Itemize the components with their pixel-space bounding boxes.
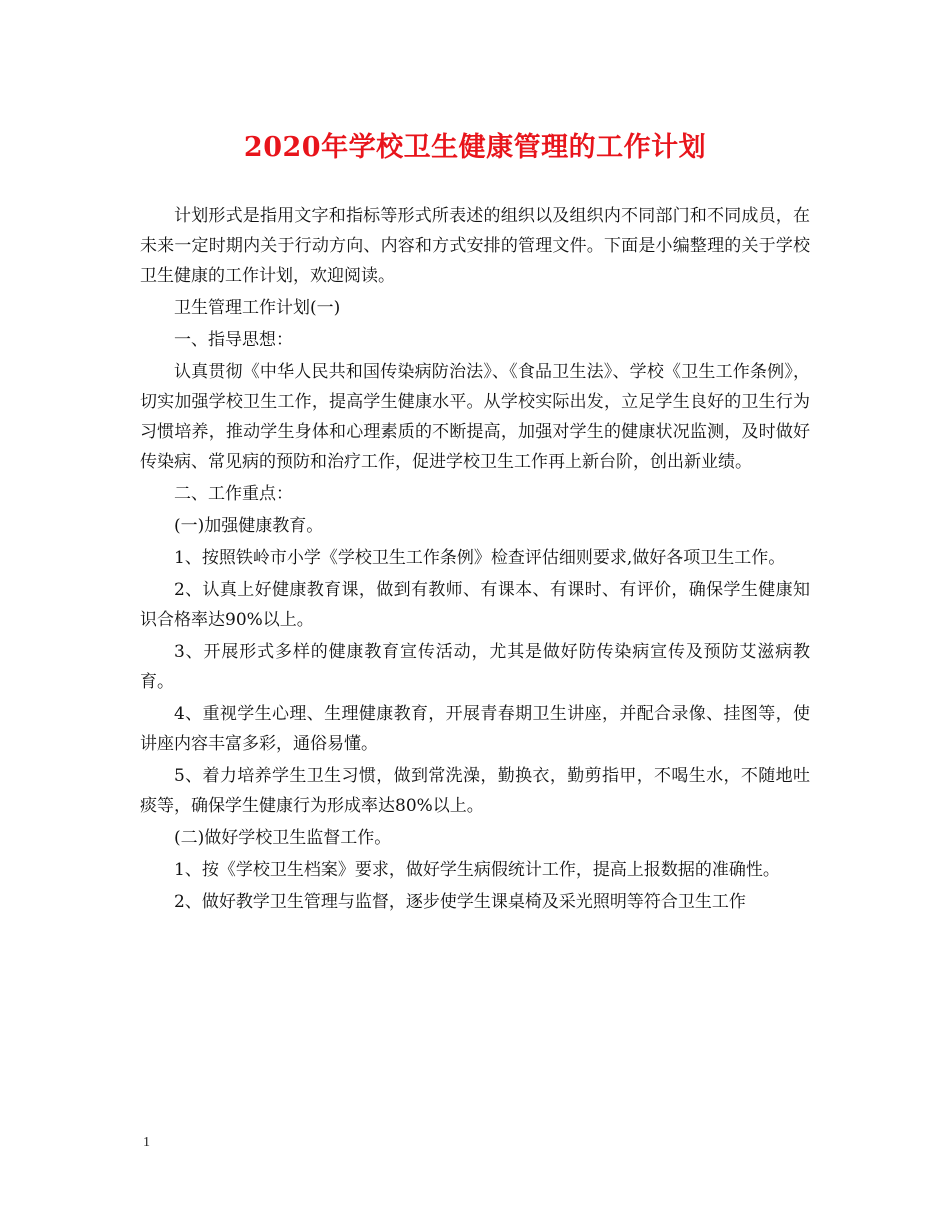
paragraph-supervision-item-1: 1、按《学校卫生档案》要求，做好学生病假统计工作，提高上报数据的准确性。	[174, 860, 780, 880]
paragraph-section-two-heading: 二、工作重点：	[174, 484, 293, 504]
paragraph-guiding-ideology: 认真贯彻《中华人民共和国传染病防治法》、《食品卫生法》、学校《卫生工作条例》，切实加强学校卫生工作，提高学生健康水平。从学校实际出发，立足学生良好的卫生行为习惯培养，推动学生身体和心理素质的不断提高，加强对学生的健康状况监测，及时做好传染病、常见病的预防和治疗工作，促进学校卫生工作再上新台阶，创出新业绩。	[140, 362, 810, 472]
paragraph-subsection-one-heading: (一)加强健康教育。	[174, 516, 324, 536]
paragraph-item-1: 1、按照铁岭市小学《学校卫生工作条例》检查评估细则要求,做好各项卫生工作。	[174, 548, 786, 568]
paragraph-subsection-two-heading: (二)做好学校卫生监督工作。	[174, 828, 392, 848]
paragraph-item-4: 4、重视学生心理、生理健康教育，开展青春期卫生讲座，并配合录像、挂图等，使讲座内容丰富多彩，通俗易懂。	[140, 704, 810, 754]
paragraph-item-2: 2、认真上好健康教育课，做到有教师、有课本、有课时、有评价，确保学生健康知识合格率达90%以上。	[140, 580, 810, 630]
paragraph-item-3: 3、开展形式多样的健康教育宣传活动，尤其是做好防传染病宣传及预防艾滋病教育。	[140, 642, 810, 692]
paragraph-supervision-item-2: 2、做好教学卫生管理与监督，逐步使学生课桌椅及采光照明等符合卫生工作	[174, 892, 746, 912]
document-body	[140, 201, 810, 919]
document-title: 2020年学校卫生健康管理的工作计划	[243, 132, 707, 163]
paragraph-plan-heading: 卫生管理工作计划(一)	[174, 298, 341, 318]
paragraph-section-one-heading: 一、指导思想：	[174, 330, 293, 350]
paragraph-intro: 计划形式是指用文字和指标等形式所表述的组织以及组织内不同部门和不同成员，在未来一定时期内关于行动方向、内容和方式安排的管理文件。下面是小编整理的关于学校卫生健康的工作计划，欢迎阅读。	[140, 206, 810, 286]
page-number: 1	[143, 1135, 150, 1150]
paragraph-item-5: 5、着力培养学生卫生习惯，做到常洗澡，勤换衣，勤剪指甲，不喝生水，不随地吐痰等，确保学生健康行为形成率达80%以上。	[140, 766, 810, 816]
